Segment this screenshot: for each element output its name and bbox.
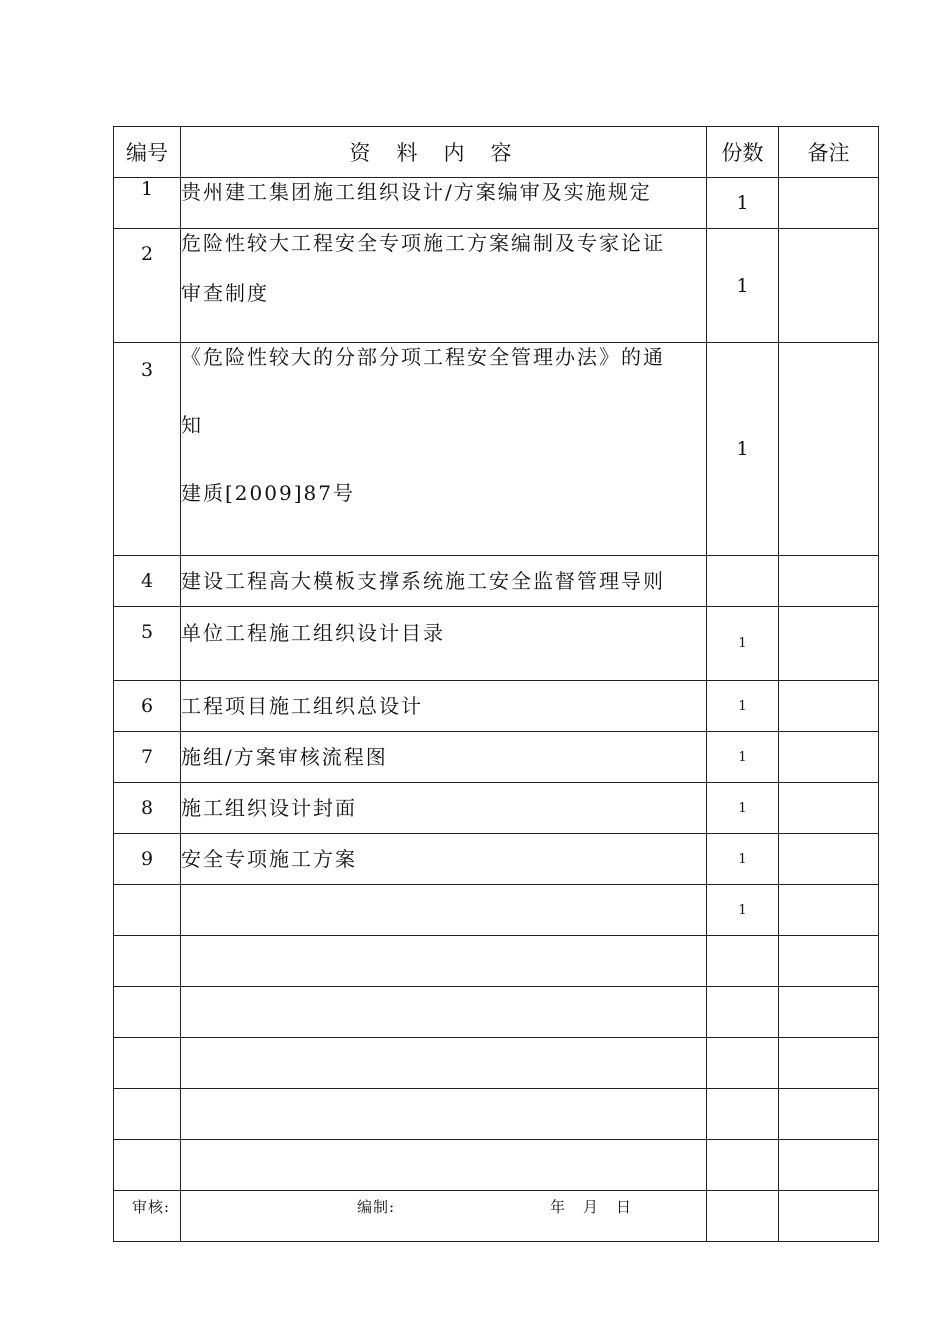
table-row: [114, 1038, 879, 1089]
content-line: 施工组织设计封面: [181, 796, 357, 820]
row-remark: [779, 783, 879, 834]
row-qty: [707, 1089, 779, 1140]
table-row: [114, 1191, 879, 1242]
row-content: [181, 732, 707, 783]
row-content: [181, 1089, 707, 1140]
row-qty: 1: [707, 834, 779, 885]
row-number: [114, 1038, 181, 1089]
row-qty: 1: [707, 681, 779, 732]
row-number: [114, 1140, 181, 1191]
content-line: 知: [181, 413, 203, 437]
content-line: 单位工程施工组织设计目录: [181, 621, 445, 645]
row-remark: [779, 556, 879, 607]
row-number: [114, 936, 181, 987]
table-header-row: [114, 127, 879, 178]
row-number: 1: [114, 178, 181, 229]
table-row: [114, 607, 879, 681]
row-content: [181, 1140, 707, 1191]
row-number: 3: [114, 343, 181, 556]
row-number: [114, 1089, 181, 1140]
row-content: [181, 556, 707, 607]
row-qty: 1: [707, 178, 779, 229]
row-content: [181, 885, 707, 936]
content-line: 施组/方案审核流程图: [181, 745, 388, 769]
row-remark: [779, 936, 879, 987]
table-row: [114, 343, 879, 556]
content-line: 建质[2009]87号: [181, 481, 355, 505]
row-qty: [707, 1191, 779, 1242]
row-qty: 1: [707, 607, 779, 681]
row-qty: [707, 936, 779, 987]
header-no: 编号: [114, 127, 181, 178]
row-remark: [779, 178, 879, 229]
row-number: 9: [114, 834, 181, 885]
row-content: [181, 1038, 707, 1089]
row-number: 4: [114, 556, 181, 607]
table-row: [114, 681, 879, 732]
row-qty: 1: [707, 783, 779, 834]
header-qty: 份数: [707, 127, 779, 178]
content-line: 审查制度: [181, 281, 269, 305]
row-content: [181, 783, 707, 834]
row-number: [114, 987, 181, 1038]
row-remark: [779, 1089, 879, 1140]
row-remark: [779, 229, 879, 343]
table-row: [114, 987, 879, 1038]
row-remark: [779, 885, 879, 936]
row-qty: 1: [707, 732, 779, 783]
reviewer-label: 审核:: [132, 1198, 171, 1216]
table-row: [114, 1089, 879, 1140]
table-row: [114, 732, 879, 783]
row-qty: [707, 556, 779, 607]
row-number: 7: [114, 732, 181, 783]
row-remark: [779, 681, 879, 732]
row-number: 2: [114, 229, 181, 343]
row-qty: 1: [707, 229, 779, 343]
content-line: 安全专项施工方案: [181, 847, 357, 871]
content-line: 危险性较大工程安全专项施工方案编制及专家论证: [181, 231, 665, 255]
row-content: [181, 936, 707, 987]
row-qty: [707, 987, 779, 1038]
row-remark: [779, 732, 879, 783]
row-number: [114, 885, 181, 936]
row-qty: 1: [707, 885, 779, 936]
table-row: [114, 1140, 879, 1191]
row-content: [181, 834, 707, 885]
row-content: [181, 607, 707, 681]
row-number: 6: [114, 681, 181, 732]
content-line: 贵州建工集团施工组织设计/方案编审及实施规定: [181, 180, 652, 204]
content-line: 工程项目施工组织总设计: [181, 694, 423, 718]
row-remark: [779, 343, 879, 556]
editor-label: 编制:: [357, 1198, 396, 1216]
row-number: 8: [114, 783, 181, 834]
document-table: [113, 126, 879, 1242]
table-row: [114, 556, 879, 607]
row-remark: [779, 834, 879, 885]
content-line: 建设工程高大模板支撑系统施工安全监督管理导则: [181, 569, 665, 593]
table-row: [114, 936, 879, 987]
table-row: [114, 834, 879, 885]
row-content: [181, 681, 707, 732]
row-content: [181, 987, 707, 1038]
row-number: 5: [114, 607, 181, 681]
header-remark: 备注: [779, 127, 879, 178]
row-remark: [779, 607, 879, 681]
row-qty: [707, 1038, 779, 1089]
row-remark: [779, 1140, 879, 1191]
row-remark: [779, 1038, 879, 1089]
row-content: [181, 343, 707, 556]
row-remark: [779, 1191, 879, 1242]
table-row: [114, 783, 879, 834]
table-row: [114, 885, 879, 936]
header-content: 资料内容: [181, 127, 707, 178]
row-qty: [707, 1140, 779, 1191]
row-remark: [779, 987, 879, 1038]
date-label: 年月日: [550, 1198, 650, 1216]
content-line: 《危险性较大的分部分项工程安全管理办法》的通: [181, 345, 665, 369]
row-qty: 1: [707, 343, 779, 556]
